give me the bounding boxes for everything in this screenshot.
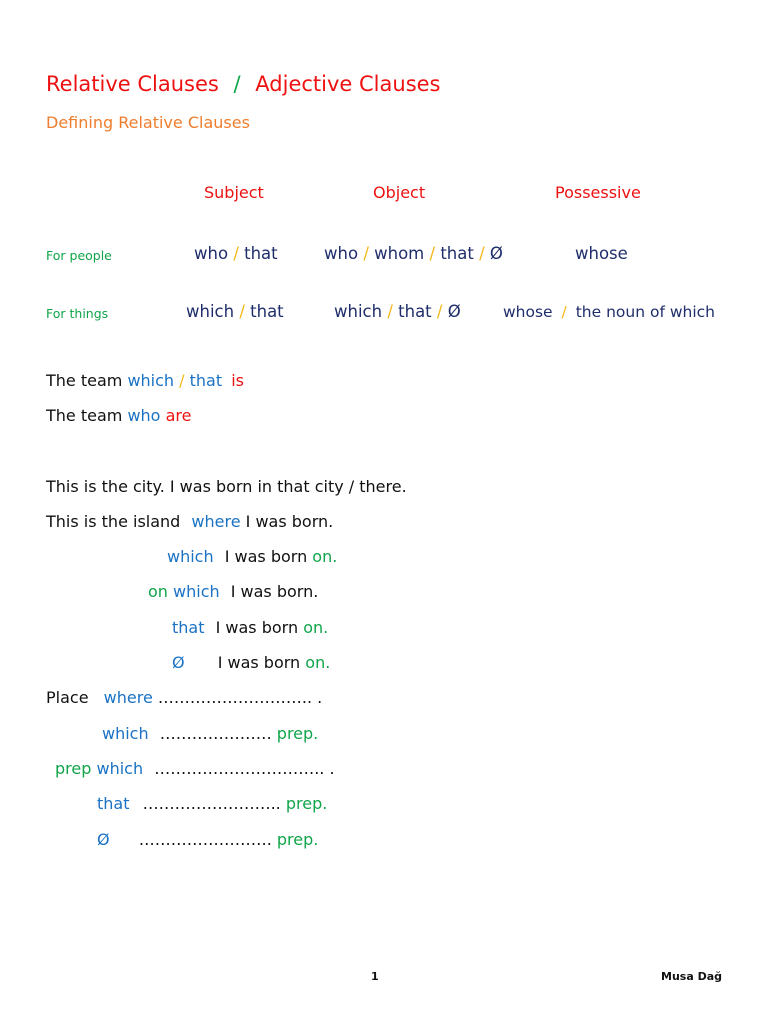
- cell-things-possessive: [503, 305, 715, 321]
- blank-dots: …………………: [159, 724, 277, 743]
- rel-pronoun: who: [127, 406, 161, 425]
- rel-pronoun: that: [398, 302, 432, 321]
- blank-dots: ……………………..: [142, 794, 286, 813]
- rel-pronoun: that: [97, 794, 130, 813]
- rel-pronoun: whose: [503, 303, 553, 321]
- place-label: Place: [46, 688, 89, 707]
- rel-pronoun: whom: [374, 244, 425, 263]
- title-part-2: Adjective Clauses: [255, 72, 441, 96]
- header-object: Object: [373, 183, 426, 202]
- row-label-people: For people: [46, 248, 112, 263]
- summary-zero: [97, 832, 318, 848]
- sentence-lead: The team: [46, 406, 123, 425]
- rel-pronoun: where: [103, 688, 153, 707]
- example-city-sentence: This is the city. I was born in that city / there.: [46, 477, 407, 496]
- author-name: Musa Dağ: [661, 970, 723, 983]
- sentence-mid: I was born: [215, 618, 299, 637]
- slash: /: [436, 302, 443, 321]
- page-title: [46, 74, 441, 95]
- cell-people-object: [324, 246, 503, 263]
- blank-dots: ……………………….. .: [157, 688, 323, 707]
- rel-pronoun: Ø: [489, 244, 503, 263]
- summary-prep-which: [55, 761, 335, 777]
- rel-pronoun: which: [91, 759, 144, 778]
- rel-pronoun: that: [172, 618, 205, 637]
- title-part-1: Relative Clauses: [46, 72, 219, 96]
- rel-pronoun: where: [191, 512, 241, 531]
- rel-pronoun: whose: [575, 244, 628, 263]
- summary-which: [102, 726, 318, 742]
- slash: /: [233, 244, 239, 263]
- variant-that: [172, 620, 328, 636]
- row-label-things: For things: [46, 306, 109, 321]
- slash: /: [179, 371, 185, 390]
- sentence-rest: I was born.: [245, 512, 334, 531]
- preposition: prep: [55, 759, 92, 778]
- slash: /: [239, 302, 245, 321]
- slash: /: [363, 244, 369, 263]
- slash: /: [479, 244, 485, 263]
- preposition: prep.: [276, 830, 319, 849]
- example-team-singular: [46, 373, 244, 389]
- rel-pronoun: the noun of which: [575, 303, 715, 321]
- summary-that: [97, 796, 327, 812]
- sentence-lead: The team: [46, 371, 123, 390]
- rel-pronoun: Ø: [172, 653, 185, 672]
- rel-pronoun: which: [102, 724, 149, 743]
- slash: /: [561, 303, 567, 321]
- cell-people-subject: [194, 246, 278, 263]
- subtitle: Defining Relative Clauses: [46, 113, 250, 132]
- variant-which: [167, 549, 337, 565]
- cell-people-possessive: [575, 246, 628, 263]
- slash: /: [387, 302, 393, 321]
- rel-pronoun: who: [194, 244, 229, 263]
- example-team-plural: [46, 408, 191, 424]
- preposition: on.: [312, 547, 338, 566]
- title-separator: /: [233, 72, 241, 96]
- rel-pronoun: Ø: [447, 302, 461, 321]
- rel-pronoun: that: [440, 244, 474, 263]
- rel-pronoun: which: [127, 371, 175, 390]
- preposition: on.: [305, 653, 331, 672]
- variant-on-which: [148, 584, 318, 600]
- verb: are: [165, 406, 192, 425]
- preposition: on: [148, 582, 168, 601]
- variant-zero: [172, 655, 330, 671]
- summary-place: [46, 690, 322, 706]
- rel-pronoun: that: [189, 371, 223, 390]
- page-number: 1: [371, 970, 379, 983]
- header-possessive: Possessive: [555, 183, 641, 202]
- slash: /: [429, 244, 436, 263]
- rel-pronoun: which: [167, 547, 214, 566]
- rel-pronoun: who: [324, 244, 359, 263]
- rel-pronoun: which: [186, 302, 235, 321]
- cell-things-object: [334, 304, 461, 321]
- sentence-mid: I was born: [217, 653, 301, 672]
- rel-pronoun: Ø: [97, 830, 110, 849]
- rel-pronoun: that: [244, 244, 278, 263]
- sentence-mid: I was born.: [230, 582, 319, 601]
- rel-pronoun: which: [334, 302, 383, 321]
- preposition: prep.: [276, 724, 319, 743]
- cell-things-subject: [186, 304, 284, 321]
- preposition: prep.: [285, 794, 328, 813]
- sentence-mid: I was born: [224, 547, 308, 566]
- sentence-lead: This is the island: [46, 512, 181, 531]
- preposition: on.: [303, 618, 329, 637]
- example-island: [46, 514, 333, 530]
- rel-pronoun: that: [250, 302, 284, 321]
- verb: is: [231, 371, 245, 390]
- header-subject: Subject: [204, 183, 264, 202]
- rel-pronoun: which: [167, 582, 220, 601]
- blank-dots: …………………….: [138, 830, 277, 849]
- blank-dots: ………………………….. .: [154, 759, 335, 778]
